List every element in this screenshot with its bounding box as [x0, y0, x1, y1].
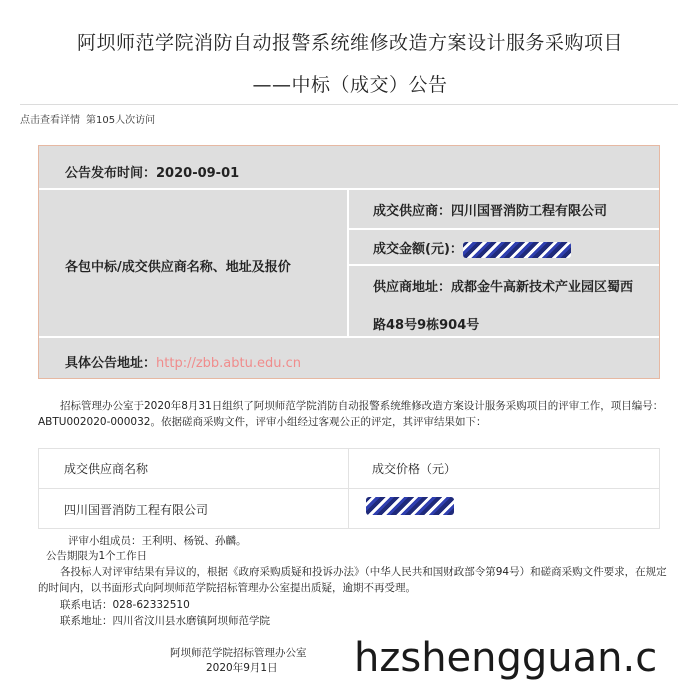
redacted-amount	[463, 242, 571, 258]
divider	[349, 228, 659, 230]
visit-count: 第105人次访问	[86, 115, 156, 126]
title-line-1: 阿坝师范学院消防自动报警系统维修改造方案设计服务采购项目	[76, 32, 623, 54]
address-value-1: 成都金牛高新技术产业园区蜀西	[451, 280, 634, 295]
view-details-link[interactable]: 点击查看详情	[20, 115, 80, 126]
address-label: 供应商地址：	[373, 280, 452, 295]
supplier-name: 四川国晋消防工程有限公司	[451, 204, 608, 219]
divider	[349, 264, 659, 266]
package-label: 各包中标/成交供应商名称、地址及报价	[65, 260, 291, 275]
supplier	[373, 200, 607, 219]
signature-org: 阿坝师范学院招标管理办公室	[170, 647, 307, 659]
table-border	[38, 488, 660, 489]
divider	[39, 336, 659, 338]
contact-phone: 联系电话：028-62332510	[60, 599, 190, 611]
info-box	[38, 145, 660, 379]
meta-bar	[20, 111, 161, 126]
table-cell-price	[366, 497, 454, 515]
signature-date: 2020年9月1日	[206, 662, 278, 674]
divider	[347, 188, 349, 336]
title-divider	[20, 104, 678, 105]
notice-url	[65, 352, 301, 371]
redacted-price	[366, 497, 454, 515]
table-border	[348, 448, 349, 529]
url-link[interactable]: http://zbb.abtu.edu.cn	[156, 356, 301, 371]
table-header-supplier: 成交供应商名称	[64, 462, 149, 476]
publish-time	[65, 162, 239, 181]
publish-date: 2020-09-01	[156, 166, 240, 181]
notice-period: 公告期限为1个工作日	[46, 550, 148, 562]
table-border	[659, 448, 660, 529]
table-cell-supplier: 四川国晋消防工程有限公司	[64, 503, 209, 517]
intro-line-1: 招标管理办公室于2020年8月31日组织了阿坝师范学院消防自动报警系统维修改造方案设计服务采购项目的评审工作，项目编号：	[60, 400, 664, 412]
divider	[39, 188, 659, 190]
table-border	[38, 448, 660, 449]
table-border	[38, 448, 39, 529]
supplier-address-line-1	[373, 276, 633, 295]
supplier-label: 成交供应商：	[373, 204, 452, 219]
amount	[373, 238, 571, 258]
contact-address: 联系地址：四川省汶川县水磨镇阿坝师范学院	[60, 615, 270, 627]
publish-time-label: 公告发布时间：	[65, 166, 157, 181]
site-watermark: hzshengguan.c	[332, 628, 700, 700]
objection-line-1: 各投标人对评审结果有异议的，根据《政府采购质疑和投诉办法》（中华人民共和国财政部令第94号）和磋商采购文件要求，在规定	[60, 566, 667, 578]
supplier-address-line-2: 路48号9栋904号	[373, 318, 480, 333]
amount-label: 成交金额(元)：	[373, 242, 463, 257]
table-border	[38, 528, 660, 529]
review-members: 评审小组成员：王利明、杨锐、孙麟。	[68, 535, 247, 547]
intro-line-2: ABTU002020-000032。依据磋商采购文件，评审小组经过客观公正的评定，其评审结果如下：	[38, 416, 487, 428]
url-label: 具体公告地址：	[65, 356, 157, 371]
table-header-price: 成交价格（元）	[372, 462, 457, 476]
title-line-2: ——中标（成交）公告	[252, 74, 448, 96]
objection-line-2: 的时间内，以书面形式向阿坝师范学院招标管理办公室提出质疑，逾期不再受理。	[38, 582, 416, 594]
